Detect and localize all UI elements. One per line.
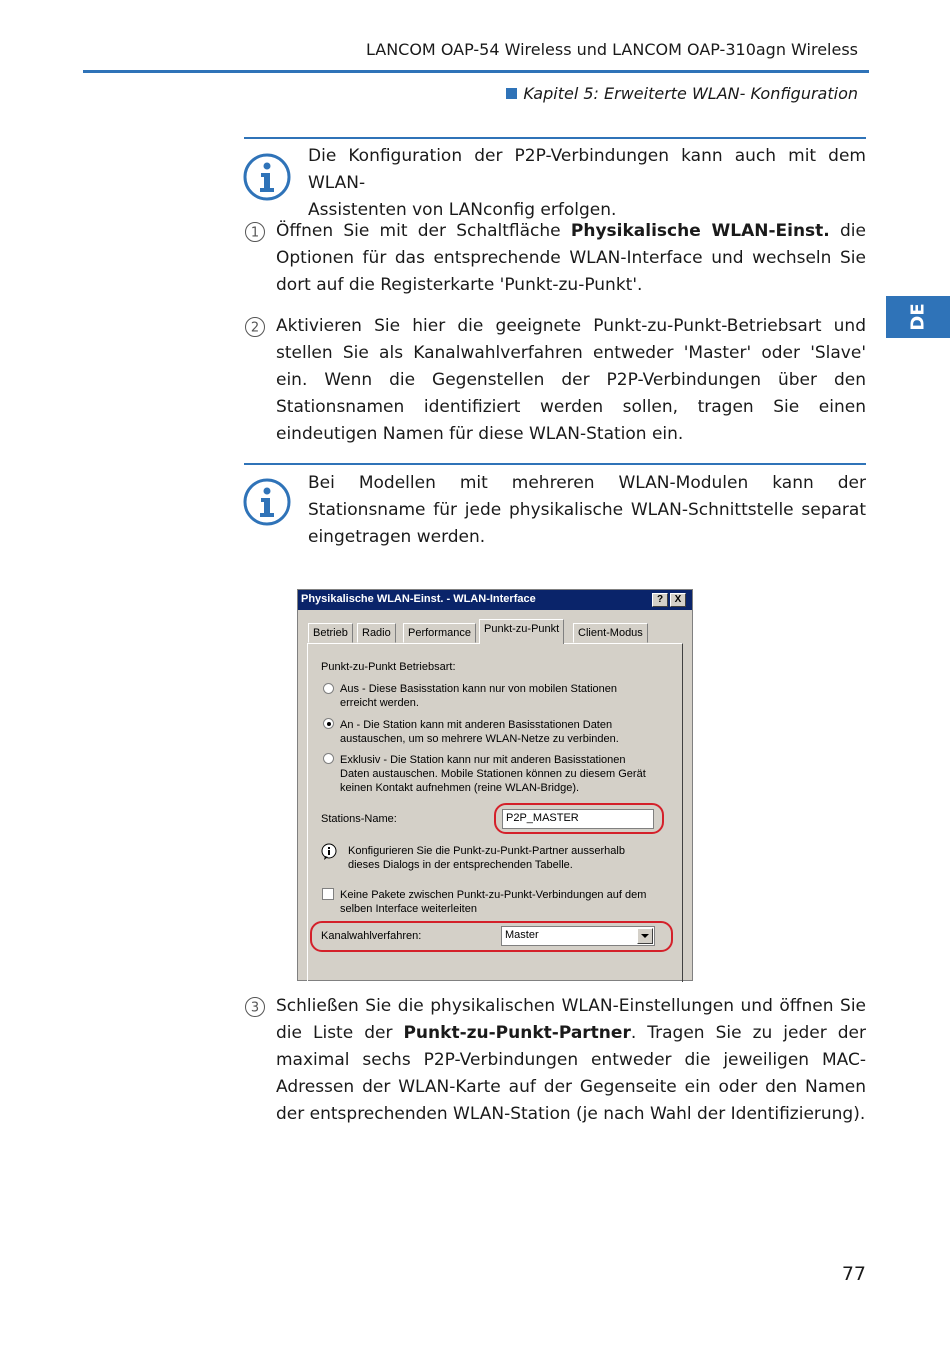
channel-method-value: Master xyxy=(505,929,539,941)
station-name-input[interactable]: P2P_MASTER xyxy=(502,809,654,829)
step-3-bold: Punkt-zu-Punkt-Partner xyxy=(403,1023,631,1043)
option-line: erreicht werden. xyxy=(340,697,419,709)
page-number: 77 xyxy=(841,1263,866,1285)
close-button[interactable]: X xyxy=(670,593,686,607)
option-line: austauschen, um so mehrere WLAN-Netze zu verbinden. xyxy=(340,733,619,745)
option-line: Daten austauschen. Mobile Stationen können zu diesem Gerät xyxy=(340,768,646,780)
radio-selected-dot xyxy=(327,722,331,726)
info-bubble-icon xyxy=(320,843,338,861)
settings-dialog xyxy=(297,589,693,981)
language-tab-label: DE xyxy=(907,303,929,331)
option-line: Aus - Diese Basisstation kann nur von mobilen Stationen xyxy=(340,683,617,695)
tab-performance[interactable]: Performance xyxy=(403,623,476,643)
checkbox-line: Keine Pakete zwischen Punkt-zu-Punkt-Verbindungen auf dem xyxy=(340,889,647,901)
option-line: Exklusiv - Die Station kann nur mit anderen Basisstationen xyxy=(340,754,626,766)
mode-radio-an[interactable] xyxy=(323,718,334,729)
step-3-pre: Schließen Sie die physikalischen WLAN-Einstellungen und öffnen Sie die Liste der xyxy=(276,996,866,1043)
hint-text xyxy=(348,844,625,872)
dialog-title: Physikalische WLAN-Einst. - WLAN-Interface xyxy=(301,593,536,605)
step-3-post: . Tragen Sie zu jeder der maximal sechs P2P-Verbindungen entweder die jeweiligen MAC-Adressen der WLAN-Karte auf der Gegenseite ein oder den Namen der entsprechenden WLAN-Station (je nach Wahl der Identifizierung). xyxy=(276,1023,866,1124)
info-rule xyxy=(244,463,866,465)
channel-method-label: Kanalwahlverfahren: xyxy=(321,930,422,942)
mode-option-exklusiv xyxy=(340,753,646,795)
header-rule xyxy=(83,70,869,73)
info-note-1 xyxy=(308,143,866,224)
checkbox-line: selben Interface weiterleiten xyxy=(340,903,477,915)
step-3-text xyxy=(276,993,866,1128)
info-icon xyxy=(243,153,291,201)
mode-radio-aus[interactable] xyxy=(323,683,334,694)
step-1-pre: Öffnen Sie mit der Schaltfläche xyxy=(276,221,571,241)
step-number-icon xyxy=(244,316,266,338)
info-icon xyxy=(243,478,291,526)
step-2-text: Aktivieren Sie hier die geeignete Punkt-zu-Punkt-Betriebsart und stellen Sie als Kanalwahlverfahren entweder 'Master' oder 'Slave' ein. Wenn die Gegenstellen der P2P-Verbindungen über den Stationsnamen identifiziert werden sollen, tragen Sie einen eindeutigen Namen für diese WLAN-Station ein. xyxy=(276,316,866,444)
info-rule xyxy=(244,137,866,139)
mode-option-an xyxy=(340,718,619,746)
help-button[interactable]: ? xyxy=(652,593,668,607)
no-forwarding-label xyxy=(340,888,646,916)
dialog-titlebar xyxy=(298,590,692,610)
chevron-down-icon[interactable] xyxy=(637,928,653,944)
channel-method-select[interactable] xyxy=(501,926,655,946)
info-note-1-line2: Assistenten von LANconfig erfolgen. xyxy=(308,200,617,220)
mode-option-aus xyxy=(340,682,617,710)
station-name-label: Stations-Name: xyxy=(321,813,397,825)
tab-betrieb[interactable]: Betrieb xyxy=(308,623,353,643)
square-bullet-icon xyxy=(506,88,517,99)
step-1-post: die Optionen für das entsprechende WLAN-Interface und wechseln Sie dort auf die Registerkarte 'Punkt-zu-Punkt'. xyxy=(276,221,866,295)
info-note-1-line1: Die Konfiguration der P2P-Verbindungen kann auch mit dem WLAN- xyxy=(308,146,866,193)
step-2-number: 2 xyxy=(250,320,260,336)
tab-client-modus[interactable]: Client-Modus xyxy=(573,623,648,643)
running-header-title: LANCOM OAP-54 Wireless und LANCOM OAP-310agn Wireless xyxy=(365,40,858,59)
tab-punkt-zu-punkt[interactable]: Punkt-zu-Punkt xyxy=(479,619,564,644)
no-forwarding-checkbox[interactable] xyxy=(322,888,334,900)
chapter-label: Kapitel 5: Erweiterte WLAN- Konfiguration xyxy=(523,84,858,103)
option-line: keinen Kontakt aufnehmen (reine WLAN-Bridge). xyxy=(340,782,580,794)
option-line: An - Die Station kann mit anderen Basisstationen Daten xyxy=(340,719,613,731)
running-header-chapter xyxy=(506,84,858,103)
step-1-number: 1 xyxy=(250,225,260,241)
mode-label: Punkt-zu-Punkt Betriebsart: xyxy=(321,661,456,673)
step-number-icon xyxy=(244,996,266,1018)
info-note-2: Bei Modellen mit mehreren WLAN-Modulen kann der Stationsname für jede physikalische WLAN-Schnittstelle separat eingetragen werden. xyxy=(308,473,866,547)
hint-line: dieses Dialogs in der entsprechenden Tabelle. xyxy=(348,859,573,871)
step-number-icon xyxy=(244,221,266,243)
language-tab xyxy=(886,296,950,338)
hint-line: Konfigurieren Sie die Punkt-zu-Punkt-Partner ausserhalb xyxy=(348,845,625,857)
mode-radio-exklusiv[interactable] xyxy=(323,753,334,764)
step-1-text xyxy=(276,218,866,299)
highlight-ellipse xyxy=(494,803,664,834)
tab-radio[interactable]: Radio xyxy=(357,623,396,643)
step-3-number: 3 xyxy=(250,1000,260,1016)
step-1-bold: Physikalische WLAN-Einst. xyxy=(570,221,830,241)
